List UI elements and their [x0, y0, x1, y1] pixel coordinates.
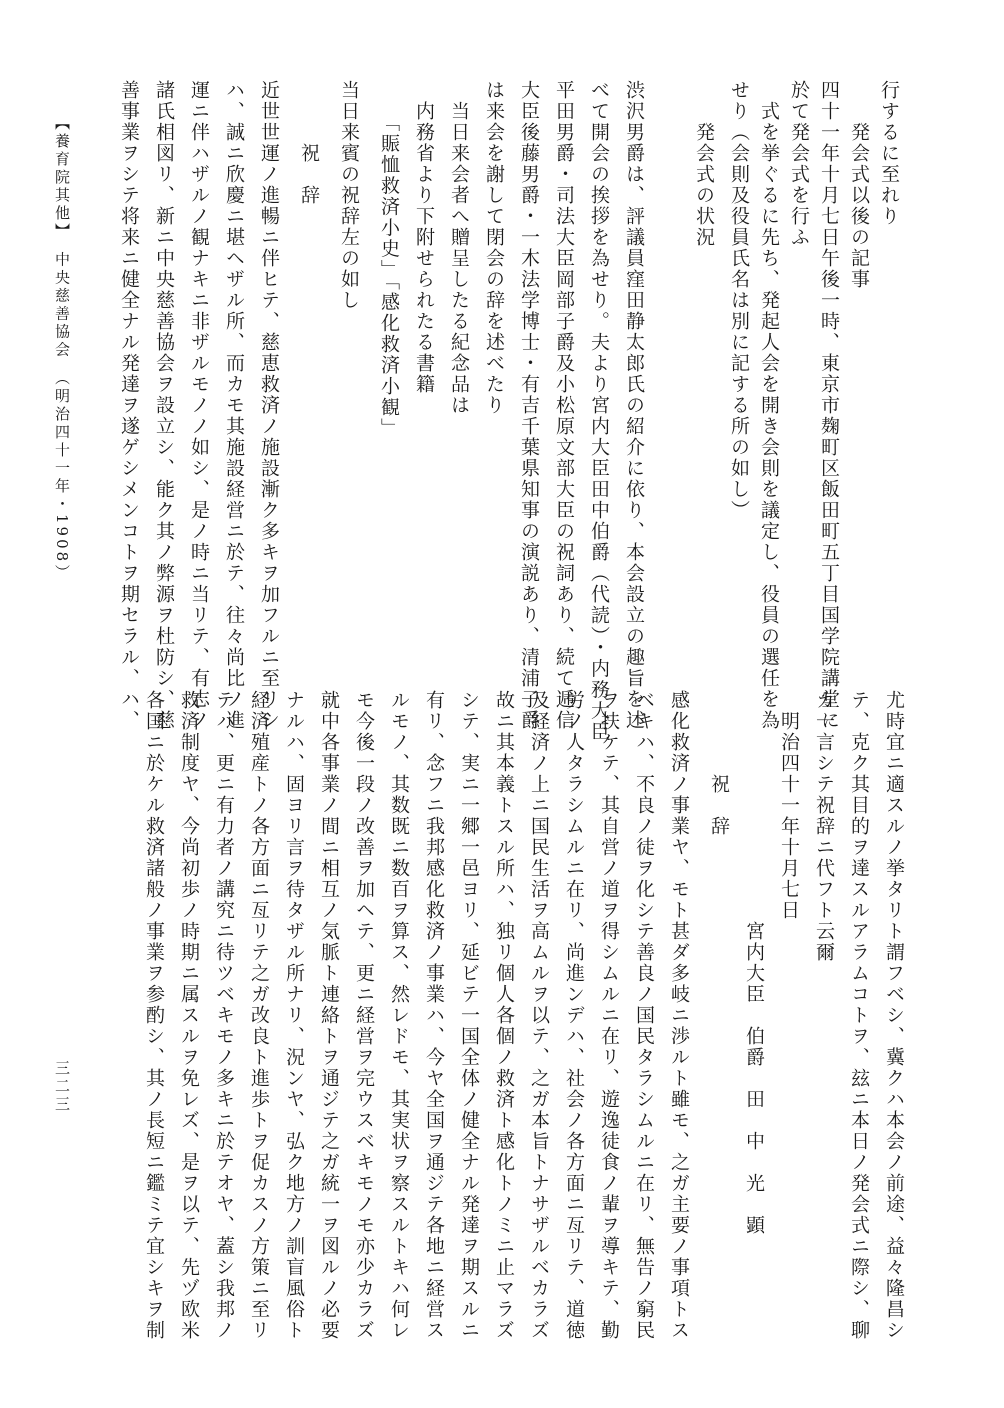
text-column: 行するに至れり	[878, 80, 900, 227]
text-column: 経済殖産トノ各方面ニ亙リテ之ガ改良ト進歩トヲ促カスノ方策ニ至リ	[248, 690, 270, 1341]
page-number: 三二三	[53, 1060, 71, 1114]
text-column: 「賑恤救済小史」「感化救済小観」	[378, 80, 400, 439]
text-column: 四十一年十月七日午後一時、東京市麹町区飯田町五丁目国学院講堂に	[818, 80, 840, 731]
source-note: 【養育院其他】 中央慈善協会 （明治四十一年・1908）	[53, 115, 71, 583]
text-column: ハ、誠ニ欣慶ニ堪ヘザル所、而カモ其施設経営ニ於テ、往々尚比ノ進	[223, 80, 245, 731]
text-column: ベキハ、不良ノ徒ヲ化シテ善良ノ国民タラシムルニ在リ、無告ノ窮民	[633, 690, 655, 1341]
text-column: は来会を謝して閉会の辞を述べたり	[483, 80, 505, 416]
text-column: ナルハ、固ヨリ言ヲ待タザル所ナリ、況ンヤ、弘ク地方ノ訓盲風俗ト	[283, 690, 305, 1341]
text-column: 内務省より下附せられたる書籍	[413, 80, 435, 395]
text-column: ルモノ、其数既ニ数百ヲ算ス、然レドモ、其実状ヲ察スルトキハ何レ	[388, 690, 410, 1341]
text-column: 当日来会者へ贈呈したる紀念品は	[448, 80, 470, 416]
text-column: テ、克ク其目的ヲ達スルアラムコトヲ、玆ニ本日ノ発会式ニ際シ、聊	[848, 690, 870, 1341]
text-column: 近世世運ノ進暢ニ伴ヒテ、慈恵救済ノ施設漸ク多キヲ加フルニ至リシ	[258, 80, 280, 731]
text-column: 式を挙ぐるに先ち、発起人会を開き会則を議定し、役員の選任を為	[758, 80, 780, 731]
text-column: ヲ扶ケテ、其自営ノ道ヲ得シムルニ在リ、遊逸徒食ノ輩ヲ導キテ、勤	[598, 690, 620, 1341]
section-heading: 祝 辞	[708, 690, 730, 837]
text-column: 感化救済ノ事業ヤ、モト甚ダ多岐ニ渉ルト雖モ、之ガ主要ノ事項トス	[668, 690, 690, 1341]
text-column: 平田男爵・司法大臣岡部子爵及小松原文部大臣の祝詞あり、続て逓信	[553, 80, 575, 731]
text-column: 善事業ヲシテ将来ニ健全ナル発達ヲ遂ゲシメンコトヲ期セラル、ハ、	[118, 80, 140, 731]
text-column: せり（会則及役員氏名は別に記する所の如し）	[728, 80, 750, 521]
text-column: テハ、更ニ有力者ノ講究ニ待ツベキモノ多キニ於テオヤ、蓋シ我邦ノ	[213, 690, 235, 1341]
text-column: カ一言シテ祝辞ニ代フト云爾	[813, 690, 835, 963]
text-column: 当日来賓の祝辞左の如し	[338, 80, 360, 311]
text-column: 及経済ノ上ニ国民生活ヲ高ムルヲ以テ、之ガ本旨トナサザルベカラズ	[528, 690, 550, 1341]
text-column: 就中各事業ノ間ニ相互ノ気脈ト連絡トヲ通ジテ之ガ統一ヲ図ルノ必要	[318, 690, 340, 1341]
text-column: 故ニ其本義トスル所ハ、独リ個人各個ノ救済ト感化トノミニ止マラズ	[493, 690, 515, 1341]
text-column: 各国ニ於ケル救済諸般ノ事業ヲ参酌シ、其ノ長短ニ鑑ミテ宜シキヲ制	[143, 690, 165, 1341]
text-column: 諸氏相図リ、新ニ中央慈善協会ヲ設立シ、能ク其ノ弊源ヲ杜防シ、慈	[153, 80, 175, 731]
text-column: 有リ、念フニ我邦感化救済ノ事業ハ、今ヤ全国ヲ通ジテ各地ニ経営ス	[423, 690, 445, 1341]
text-column: 労ノ人タラシムルニ在リ、尚進ンデハ、社会ノ各方面ニ亙リテ、道徳	[563, 690, 585, 1341]
section-heading: 発会式以後の記事	[848, 80, 870, 290]
text-column: モ今後一段ノ改善ヲ加ヘテ、更ニ経営ヲ完ウスベキモノモ亦少カラズ	[353, 690, 375, 1341]
text-column: 尤時宜ニ適スルノ挙タリト謂フベシ、冀クハ本会ノ前途、益々隆昌シ	[883, 690, 905, 1341]
section-heading: 発会式の状況	[693, 80, 715, 248]
text-column: 大臣後藤男爵・一木法学博士・有吉千葉県知事の演説あり、清浦子爵	[518, 80, 540, 731]
date-line: 明治四十一年十月七日	[778, 690, 800, 921]
text-column: シテ、実ニ一郷一邑ヨリ、延ビテ一国全体ノ健全ナル発達ヲ期スルニ	[458, 690, 480, 1341]
text-column: 救済制度ヤ、今尚初歩ノ時期ニ属スルヲ免レズ、是ヲ以テ、先ヅ欧米	[178, 690, 200, 1341]
text-column: 運ニ伴ハザルノ観ナキニ非ザルモノノ如シ、是ノ時ニ当リテ、有志ノ	[188, 80, 210, 731]
text-column: 渋沢男爵は、評議員窪田静太郎氏の紹介に依り、本会設立の趣旨を述	[623, 80, 645, 731]
text-column: べて開会の挨拶を為せり。夫より宮内大臣田中伯爵（代読）・内務大臣	[588, 80, 610, 743]
section-heading: 祝 辞	[298, 80, 320, 206]
signature-line: 宮内大臣 伯爵 田 中 光 顕	[743, 690, 765, 1236]
text-column: 於て発会式を行ふ	[788, 80, 810, 248]
